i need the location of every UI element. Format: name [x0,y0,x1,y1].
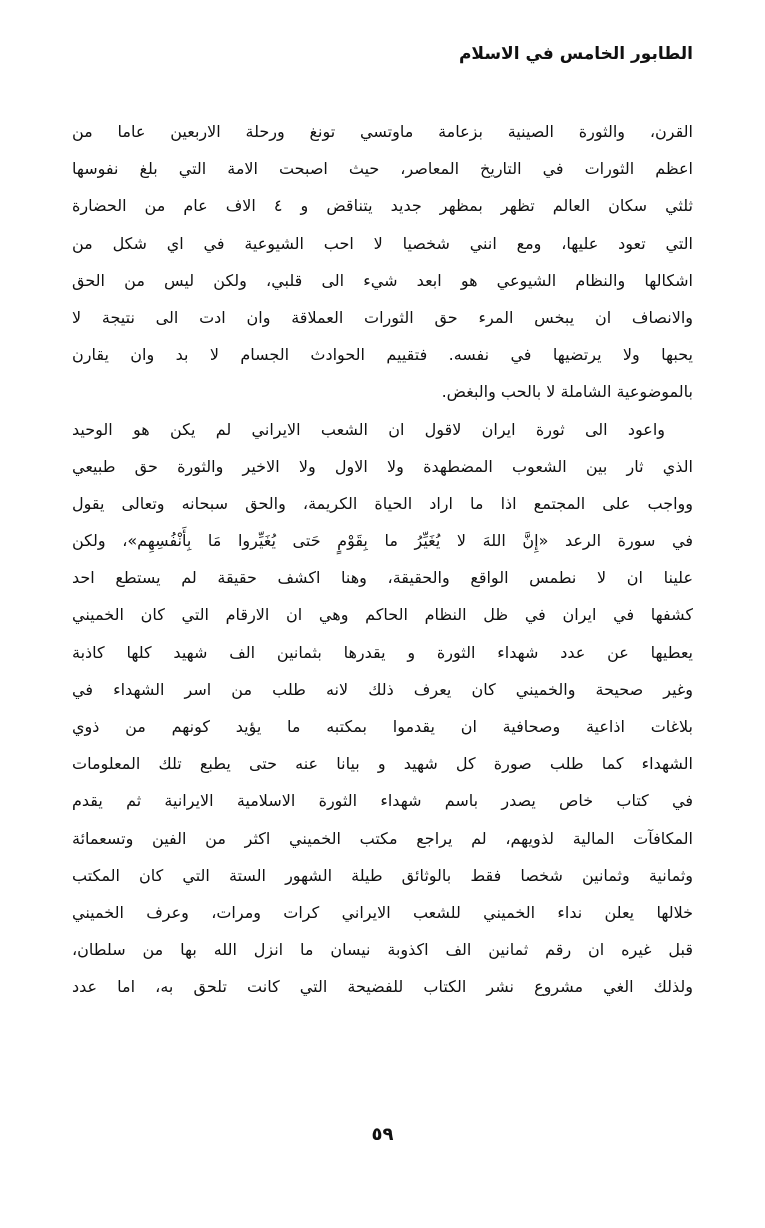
text-line: المكافآت المالية لذويهم، لم يراجع مكتب الخميني اكثر من الفين وتسعمائة [72,828,693,848]
page-number: ٥٩ [371,1124,394,1145]
running-header: الطابور الخامس في الاسلام [458,44,693,64]
text-line: بلاغات اذاعية وصحافية ان يقدموا بمكتبه ما يؤيد كونهم من ذوي [72,717,693,736]
text-line: التي تعود عليها، ومع انني شخصيا لا احب الشيوعية في اي شكل من [72,233,693,253]
body-text [72,113,693,1006]
text-line: في كتاب خاص يصدر باسم شهداء الثورة الاسلامية الايرانية ثم يقدم [72,791,693,811]
text-line: والانصاف ان يبخس المرء حق الثورات العملاقة وان ادت الى نتيجة لا [72,307,693,327]
paragraph-1 [72,113,693,411]
paragraph-2 [72,411,693,1006]
text-line: قبل غيره ان رقم ثمانين الف اكذوبة نيسان ما انزل الله بها من سلطان، [72,940,693,960]
text-line: كشفها في ايران في ظل النظام الحاكم وهي ان الارقام التي كان الخميني [72,605,693,625]
text-line: وثمانية وثمانين شخصا فقط بالوثائق طيلة الشهور الستة التي كان المكتب [72,865,693,885]
text-line: القرن، والثورة الصينية بزعامة ماوتسي تونغ ورحلة الاربعين عاما من [72,122,693,141]
text-line: وغير صحيحة والخميني كان يعرف ذلك لانه طلب من اسر الشهداء في [72,679,693,699]
text-line: ثلثي سكان العالم تظهر بمظهر جديد يتناقض و ٤ الاف عام من الحضارة [72,196,693,216]
text-line: بالموضوعية الشاملة لا بالحب والبغض. [441,382,693,402]
text-line: يعطيها عن عدد شهداء الثورة و يقدرها بثمانين الف شهيد كلها كاذبة [72,642,693,662]
text-line: خلالها يعلن نداء الخميني للشعب الايراني كرات ومرات، وعرف الخميني [72,902,693,922]
text-line: الشهداء كما طلب صورة كل شهيد و بيانا عنه حتى يطبع تلك المعلومات [72,754,693,774]
text-line: يحبها ولا يرتضيها في نفسه. فتقييم الحوادث الجسام لا بد وان يقارن [72,345,693,365]
text-line: في سورة الرعد «إِنَّ اللهَ لا يُغَيِّرُ ما بِقَوْمٍ حَتى يُغَيِّروا مَا بِأَنْفُسِهِم»، ولكن [72,531,693,551]
text-line: اشكالها والنظام الشيوعي هو ابعد شيء الى قلبي، ولكن ليس من الحق [72,270,693,290]
text-line: علينا ان لا نطمس الواقع والحقيقة، وهنا اكشف حقيقة لم يستطع احد [72,568,693,588]
text-line: ولذلك الغي مشروع نشر الكتاب للفضيحة التي كانت تلحق به، اما عدد [72,977,693,997]
text-line: الذي ثار بين الشعوب المضطهدة ولا الاول ولا الاخير والثورة حق طبيعي [72,456,693,476]
text-line: وواجب على المجتمع اذا ما اراد الحياة الكريمة، والحق سبحانه وتعالى يقول [72,493,693,513]
text-line: واعود الى ثورة ايران لاقول ان الشعب الايراني لم يكن هو الوحيد [72,419,665,439]
text-line: اعظم الثورات في التاريخ المعاصر، حيث اصبحت الامة التي بلغ نفوسها [72,159,693,179]
